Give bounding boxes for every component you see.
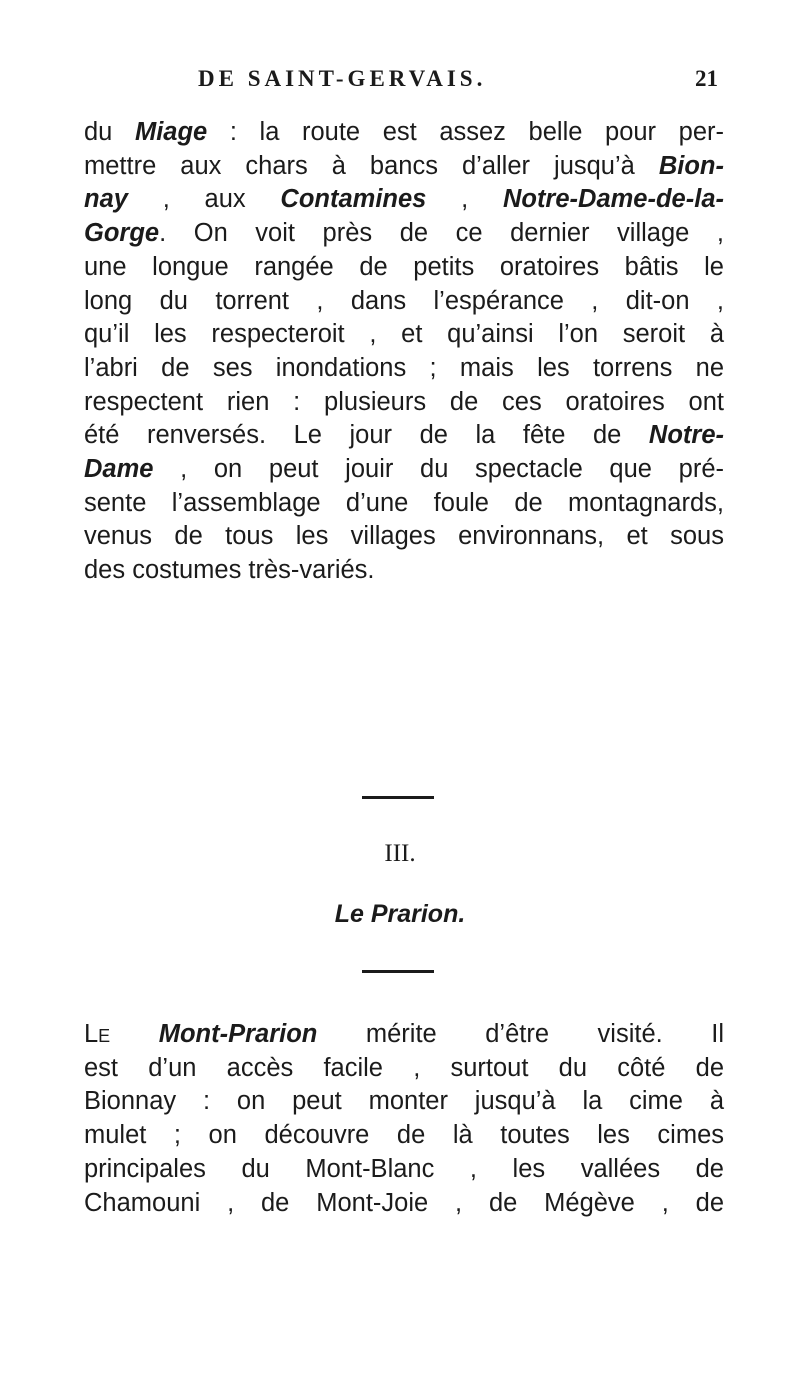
place-name: nay xyxy=(84,185,128,214)
text-line: été renversés. Le jour de la fête de Notre- xyxy=(84,421,724,450)
section-divider-bottom xyxy=(362,970,434,973)
paragraph-prarion xyxy=(84,1018,724,1220)
text-line: du Miage : la route est assez belle pour per- xyxy=(84,118,724,146)
place-name: Notre-Dame-de-la- xyxy=(502,185,724,214)
place-name: Miage xyxy=(134,118,208,146)
place-name: Notre- xyxy=(648,421,724,450)
text-line: sente l’assemblage d’une foule de montagnards, xyxy=(84,488,724,517)
text-line: mulet ; on découvre de là toutes les cimes xyxy=(84,1121,724,1150)
text-line: long du torrent , dans l’espérance , dit-on , xyxy=(84,286,724,315)
text-line: Bionnay : on peut monter jusqu’à la cime à xyxy=(84,1087,724,1116)
place-name: Mont-Prarion xyxy=(158,1020,318,1048)
section-divider-top xyxy=(362,796,434,799)
text-line: Gorge. On voit près de ce dernier village , xyxy=(84,219,724,248)
place-name: Gorge xyxy=(84,219,160,248)
section-number: III. xyxy=(384,840,416,867)
place-name: Dame xyxy=(84,455,154,484)
text-line: Chamouni , de Mont-Joie , de Mégève , de xyxy=(84,1188,724,1217)
text-line: principales du Mont-Blanc , les vallées de xyxy=(84,1154,724,1183)
text-line: venus de tous les villages environnans, et sous xyxy=(84,522,724,551)
paragraph-miage xyxy=(84,116,724,588)
text-line: des costumes très-variés. xyxy=(84,556,375,585)
text-line: qu’il les respecteroit , et qu’ainsi l’on seroit à xyxy=(84,320,724,349)
text-line: est d’un accès facile , surtout du côté de xyxy=(84,1053,724,1082)
section-title: Le Prarion. xyxy=(334,900,466,928)
text-line: une longue rangée de petits oratoires bâtis le xyxy=(84,252,724,281)
text-line: mettre aux chars à bancs d’aller jusqu’à Bion- xyxy=(84,151,724,180)
text-line: Le Mont-Prarion mérite d’être visité. Il xyxy=(84,1020,724,1048)
lead-word: Le xyxy=(84,1020,111,1048)
running-title: DE SAINT-GERVAIS. xyxy=(198,66,487,91)
text-line: respectent rien : plusieurs de ces oratoires ont xyxy=(84,387,724,416)
text-line: nay , aux Contamines , Notre-Dame-de-la- xyxy=(84,185,724,214)
place-name: Bion- xyxy=(658,151,724,180)
page-header xyxy=(0,66,800,106)
page-number: 21 xyxy=(695,66,718,91)
text-line: l’abri de ses inondations ; mais les torrens ne xyxy=(84,353,724,382)
text-line: Dame , on peut jouir du spectacle que pré- xyxy=(84,455,724,484)
place-name: Contamines xyxy=(280,185,427,214)
